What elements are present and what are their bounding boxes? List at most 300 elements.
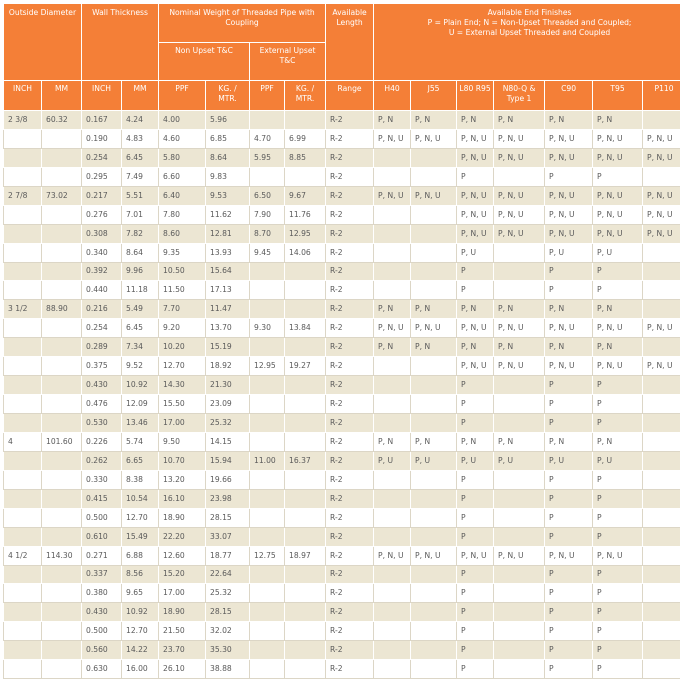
- non-upset-ppf-cell: 4.00: [159, 111, 206, 130]
- table-row: [4, 470, 680, 489]
- finish-l80-r95-cell: P: [457, 167, 494, 186]
- finish-p110-cell: P, N, U: [643, 319, 680, 338]
- finish-j55-cell: [411, 603, 457, 622]
- wall-thickness-mm-cell: 6.45: [122, 148, 159, 167]
- outside-diameter-mm-cell: [42, 357, 82, 376]
- unit-header-cell: KG. / MTR.: [285, 81, 326, 111]
- finish-h40-cell: [374, 489, 411, 508]
- non-upset-kg-cell: 38.88: [206, 660, 250, 679]
- finish-h40-cell: [374, 148, 411, 167]
- wall-thickness-inch-cell: 0.500: [82, 622, 122, 641]
- length-range-cell: R-2: [326, 451, 374, 470]
- length-range-cell: R-2: [326, 281, 374, 300]
- unit-header-cell: PPF: [250, 81, 285, 111]
- external-upset-kg-cell: 8.85: [285, 148, 326, 167]
- finish-p110-cell: [643, 641, 680, 660]
- finish-l80-r95-cell: P, N, U: [457, 205, 494, 224]
- non-upset-ppf-cell: 9.20: [159, 319, 206, 338]
- finish-l80-r95-cell: P, N: [457, 338, 494, 357]
- wall-thickness-mm-cell: 12.70: [122, 622, 159, 641]
- external-upset-kg-cell: 6.99: [285, 129, 326, 148]
- table-row: [4, 281, 680, 300]
- length-range-cell: R-2: [326, 395, 374, 414]
- table-row: [4, 205, 680, 224]
- finish-t95-cell: P: [593, 395, 643, 414]
- finish-t95-cell: P: [593, 489, 643, 508]
- table-row: [4, 167, 680, 186]
- non-upset-kg-cell: 28.15: [206, 508, 250, 527]
- outside-diameter-inch-cell: 4: [4, 432, 42, 451]
- length-range-cell: R-2: [326, 565, 374, 584]
- external-upset-kg-cell: [285, 395, 326, 414]
- external-upset-ppf-cell: [250, 622, 285, 641]
- finish-h40-cell: [374, 376, 411, 395]
- non-upset-ppf-cell: 7.80: [159, 205, 206, 224]
- outside-diameter-mm-cell: [42, 508, 82, 527]
- finish-h40-cell: [374, 565, 411, 584]
- unit-header-cell: C90: [545, 81, 593, 111]
- table-row: [4, 243, 680, 262]
- non-upset-kg-cell: 15.19: [206, 338, 250, 357]
- outside-diameter-mm-cell: [42, 205, 82, 224]
- outside-diameter-inch-cell: [4, 262, 42, 281]
- non-upset-ppf-cell: 17.00: [159, 584, 206, 603]
- finish-l80-r95-cell: P, N: [457, 432, 494, 451]
- outside-diameter-mm-cell: [42, 660, 82, 679]
- external-upset-ppf-cell: [250, 489, 285, 508]
- length-range-cell: R-2: [326, 111, 374, 130]
- end-finishes-legend-p-n: P = Plain End; N = Non-Upset Threaded and Coupled;: [376, 18, 680, 28]
- unit-header-cell: Range: [326, 81, 374, 111]
- unit-header-cell: L80 R95: [457, 81, 494, 111]
- length-range-cell: R-2: [326, 338, 374, 357]
- finish-h40-cell: P, N, U: [374, 186, 411, 205]
- external-upset-ppf-cell: [250, 414, 285, 433]
- finish-p110-cell: [643, 281, 680, 300]
- outside-diameter-inch-cell: 2 3/8: [4, 111, 42, 130]
- wall-thickness-inch-cell: 0.630: [82, 660, 122, 679]
- non-upset-kg-cell: 33.07: [206, 527, 250, 546]
- finish-h40-cell: [374, 470, 411, 489]
- outside-diameter-mm-cell: [42, 281, 82, 300]
- finish-n80-cell: [494, 508, 545, 527]
- finish-c90-cell: P, N, U: [545, 129, 593, 148]
- table-row: [4, 565, 680, 584]
- wall-thickness-mm-cell: 7.34: [122, 338, 159, 357]
- outside-diameter-header: Outside Diameter: [4, 4, 82, 81]
- finish-j55-cell: [411, 376, 457, 395]
- length-range-cell: R-2: [326, 376, 374, 395]
- finish-n80-cell: [494, 281, 545, 300]
- outside-diameter-inch-cell: [4, 129, 42, 148]
- outside-diameter-inch-cell: [4, 508, 42, 527]
- finish-n80-cell: P, N: [494, 111, 545, 130]
- external-upset-kg-cell: [285, 470, 326, 489]
- external-upset-kg-cell: [285, 489, 326, 508]
- non-upset-kg-cell: 19.66: [206, 470, 250, 489]
- external-upset-ppf-cell: [250, 508, 285, 527]
- wall-thickness-inch-cell: 0.380: [82, 584, 122, 603]
- wall-thickness-header: Wall Thickness: [82, 4, 159, 81]
- outside-diameter-mm-cell: [42, 414, 82, 433]
- outside-diameter-inch-cell: [4, 489, 42, 508]
- non-upset-ppf-cell: 12.60: [159, 546, 206, 565]
- table-row: [4, 432, 680, 451]
- finish-n80-cell: [494, 603, 545, 622]
- finish-p110-cell: [643, 432, 680, 451]
- finish-j55-cell: [411, 262, 457, 281]
- external-upset-ppf-cell: 12.75: [250, 546, 285, 565]
- outside-diameter-inch-cell: [4, 148, 42, 167]
- non-upset-ppf-cell: 9.50: [159, 432, 206, 451]
- finish-c90-cell: P: [545, 489, 593, 508]
- table-body: [4, 111, 680, 679]
- non-upset-ppf-cell: 6.40: [159, 186, 206, 205]
- finish-n80-cell: [494, 395, 545, 414]
- unit-header-cell: MM: [42, 81, 82, 111]
- finish-c90-cell: P, N, U: [545, 224, 593, 243]
- finish-n80-cell: [494, 262, 545, 281]
- finish-c90-cell: P: [545, 641, 593, 660]
- table-header: [4, 4, 680, 111]
- finish-c90-cell: P, N, U: [545, 205, 593, 224]
- finish-j55-cell: [411, 470, 457, 489]
- finish-l80-r95-cell: P: [457, 508, 494, 527]
- finish-t95-cell: P, N, U: [593, 357, 643, 376]
- non-upset-kg-cell: 21.30: [206, 376, 250, 395]
- wall-thickness-inch-cell: 0.337: [82, 565, 122, 584]
- finish-c90-cell: P, U: [545, 451, 593, 470]
- length-range-cell: R-2: [326, 641, 374, 660]
- finish-n80-cell: P, N, U: [494, 546, 545, 565]
- wall-thickness-inch-cell: 0.476: [82, 395, 122, 414]
- length-range-cell: R-2: [326, 129, 374, 148]
- unit-header-cell: H40: [374, 81, 411, 111]
- external-upset-ppf-cell: 7.90: [250, 205, 285, 224]
- length-range-cell: R-2: [326, 622, 374, 641]
- external-upset-kg-cell: [285, 584, 326, 603]
- wall-thickness-inch-cell: 0.375: [82, 357, 122, 376]
- external-upset-ppf-cell: [250, 432, 285, 451]
- finish-n80-cell: [494, 584, 545, 603]
- outside-diameter-inch-cell: [4, 527, 42, 546]
- finish-t95-cell: P, U: [593, 243, 643, 262]
- non-upset-kg-cell: 18.92: [206, 357, 250, 376]
- finish-t95-cell: P, N, U: [593, 319, 643, 338]
- non-upset-ppf-cell: 11.50: [159, 281, 206, 300]
- outside-diameter-inch-cell: [4, 584, 42, 603]
- external-upset-kg-cell: [285, 565, 326, 584]
- finish-h40-cell: [374, 622, 411, 641]
- outside-diameter-mm-cell: [42, 489, 82, 508]
- non-upset-kg-cell: 25.32: [206, 414, 250, 433]
- non-upset-header: Non Upset T&C: [159, 43, 250, 81]
- finish-c90-cell: P, U: [545, 243, 593, 262]
- wall-thickness-mm-cell: 4.83: [122, 129, 159, 148]
- finish-j55-cell: P, N, U: [411, 319, 457, 338]
- finish-p110-cell: [643, 603, 680, 622]
- outside-diameter-mm-cell: [42, 243, 82, 262]
- length-range-cell: R-2: [326, 527, 374, 546]
- finish-t95-cell: P: [593, 470, 643, 489]
- unit-header-cell: T95: [593, 81, 643, 111]
- outside-diameter-mm-cell: [42, 584, 82, 603]
- outside-diameter-inch-cell: [4, 338, 42, 357]
- finish-h40-cell: [374, 660, 411, 679]
- length-range-cell: R-2: [326, 319, 374, 338]
- finish-t95-cell: P, N: [593, 338, 643, 357]
- finish-t95-cell: P, N, U: [593, 148, 643, 167]
- finish-j55-cell: [411, 508, 457, 527]
- unit-header-cell: J55: [411, 81, 457, 111]
- finish-l80-r95-cell: P, U: [457, 243, 494, 262]
- length-range-cell: R-2: [326, 489, 374, 508]
- external-upset-ppf-cell: 11.00: [250, 451, 285, 470]
- finish-j55-cell: P, U: [411, 451, 457, 470]
- finish-p110-cell: [643, 395, 680, 414]
- external-upset-kg-cell: 14.06: [285, 243, 326, 262]
- wall-thickness-mm-cell: 4.24: [122, 111, 159, 130]
- unit-header-cell: P110: [643, 81, 680, 111]
- outside-diameter-inch-cell: [4, 395, 42, 414]
- external-upset-kg-cell: [285, 167, 326, 186]
- finish-t95-cell: P: [593, 641, 643, 660]
- length-range-cell: R-2: [326, 432, 374, 451]
- length-range-cell: R-2: [326, 300, 374, 319]
- finish-p110-cell: [643, 243, 680, 262]
- outside-diameter-mm-cell: 88.90: [42, 300, 82, 319]
- finish-h40-cell: P, N: [374, 300, 411, 319]
- finish-p110-cell: P, N, U: [643, 129, 680, 148]
- non-upset-ppf-cell: 13.20: [159, 470, 206, 489]
- non-upset-ppf-cell: 23.70: [159, 641, 206, 660]
- wall-thickness-inch-cell: 0.262: [82, 451, 122, 470]
- wall-thickness-mm-cell: 5.51: [122, 186, 159, 205]
- outside-diameter-inch-cell: [4, 470, 42, 489]
- outside-diameter-inch-cell: [4, 167, 42, 186]
- finish-c90-cell: P, N, U: [545, 148, 593, 167]
- finish-n80-cell: [494, 660, 545, 679]
- finish-p110-cell: P, N, U: [643, 186, 680, 205]
- non-upset-ppf-cell: 5.80: [159, 148, 206, 167]
- length-range-cell: R-2: [326, 243, 374, 262]
- external-upset-kg-cell: [285, 508, 326, 527]
- finish-c90-cell: P, N, U: [545, 319, 593, 338]
- outside-diameter-inch-cell: [4, 414, 42, 433]
- wall-thickness-inch-cell: 0.271: [82, 546, 122, 565]
- non-upset-ppf-cell: 21.50: [159, 622, 206, 641]
- external-upset-kg-cell: [285, 111, 326, 130]
- outside-diameter-mm-cell: [42, 167, 82, 186]
- finish-h40-cell: [374, 205, 411, 224]
- wall-thickness-inch-cell: 0.190: [82, 129, 122, 148]
- finish-h40-cell: [374, 281, 411, 300]
- external-upset-ppf-cell: 5.95: [250, 148, 285, 167]
- finish-l80-r95-cell: P, N, U: [457, 546, 494, 565]
- external-upset-kg-cell: [285, 641, 326, 660]
- finish-j55-cell: [411, 167, 457, 186]
- finish-c90-cell: P: [545, 262, 593, 281]
- table-row: [4, 584, 680, 603]
- finish-t95-cell: P, N, U: [593, 205, 643, 224]
- length-range-cell: R-2: [326, 262, 374, 281]
- finish-p110-cell: [643, 414, 680, 433]
- finish-l80-r95-cell: P: [457, 395, 494, 414]
- finish-c90-cell: P: [545, 281, 593, 300]
- outside-diameter-mm-cell: [42, 527, 82, 546]
- finish-p110-cell: [643, 584, 680, 603]
- finish-l80-r95-cell: P, N, U: [457, 129, 494, 148]
- wall-thickness-inch-cell: 0.217: [82, 186, 122, 205]
- external-upset-ppf-cell: [250, 262, 285, 281]
- external-upset-kg-cell: 12.95: [285, 224, 326, 243]
- non-upset-ppf-cell: 22.20: [159, 527, 206, 546]
- table-row: [4, 338, 680, 357]
- finish-c90-cell: P: [545, 660, 593, 679]
- table-row: [4, 527, 680, 546]
- external-upset-ppf-cell: [250, 641, 285, 660]
- finish-p110-cell: [643, 167, 680, 186]
- table-row: [4, 319, 680, 338]
- non-upset-ppf-cell: 17.00: [159, 414, 206, 433]
- finish-p110-cell: [643, 338, 680, 357]
- external-upset-ppf-cell: [250, 584, 285, 603]
- finish-c90-cell: P, N, U: [545, 186, 593, 205]
- external-upset-ppf-cell: [250, 111, 285, 130]
- finish-p110-cell: [643, 565, 680, 584]
- wall-thickness-mm-cell: 8.56: [122, 565, 159, 584]
- table-row: [4, 641, 680, 660]
- length-range-cell: R-2: [326, 148, 374, 167]
- wall-thickness-inch-cell: 0.530: [82, 414, 122, 433]
- external-upset-ppf-cell: [250, 376, 285, 395]
- finish-l80-r95-cell: P, N: [457, 300, 494, 319]
- outside-diameter-mm-cell: 73.02: [42, 186, 82, 205]
- outside-diameter-mm-cell: [42, 224, 82, 243]
- finish-h40-cell: [374, 641, 411, 660]
- finish-n80-cell: P, N, U: [494, 319, 545, 338]
- wall-thickness-mm-cell: 16.00: [122, 660, 159, 679]
- external-upset-ppf-cell: [250, 603, 285, 622]
- wall-thickness-inch-cell: 0.226: [82, 432, 122, 451]
- finish-j55-cell: [411, 281, 457, 300]
- finish-h40-cell: P, N, U: [374, 546, 411, 565]
- length-range-cell: R-2: [326, 357, 374, 376]
- finish-n80-cell: P, N, U: [494, 186, 545, 205]
- table-row: [4, 489, 680, 508]
- outside-diameter-mm-cell: [42, 319, 82, 338]
- finish-j55-cell: [411, 414, 457, 433]
- external-upset-kg-cell: [285, 622, 326, 641]
- external-upset-header: External Upset T&C: [250, 43, 326, 81]
- finish-l80-r95-cell: P: [457, 527, 494, 546]
- finish-n80-cell: [494, 414, 545, 433]
- finish-t95-cell: P: [593, 584, 643, 603]
- non-upset-ppf-cell: 12.70: [159, 357, 206, 376]
- finish-c90-cell: P: [545, 508, 593, 527]
- length-range-cell: R-2: [326, 224, 374, 243]
- outside-diameter-mm-cell: 114.30: [42, 546, 82, 565]
- external-upset-kg-cell: 13.84: [285, 319, 326, 338]
- outside-diameter-mm-cell: [42, 395, 82, 414]
- external-upset-ppf-cell: [250, 565, 285, 584]
- finish-n80-cell: P, N: [494, 432, 545, 451]
- finish-h40-cell: [374, 414, 411, 433]
- finish-l80-r95-cell: P: [457, 660, 494, 679]
- finish-j55-cell: [411, 395, 457, 414]
- wall-thickness-mm-cell: 5.74: [122, 432, 159, 451]
- length-range-cell: R-2: [326, 205, 374, 224]
- finish-j55-cell: [411, 565, 457, 584]
- finish-p110-cell: [643, 508, 680, 527]
- finish-j55-cell: P, N, U: [411, 186, 457, 205]
- non-upset-kg-cell: 5.96: [206, 111, 250, 130]
- finish-p110-cell: [643, 546, 680, 565]
- end-finishes-legend-u: U = External Upset Threaded and Coupled: [376, 28, 680, 38]
- wall-thickness-inch-cell: 0.340: [82, 243, 122, 262]
- finish-h40-cell: [374, 243, 411, 262]
- nominal-weight-header: Nominal Weight of Threaded Pipe with Coupling: [159, 4, 326, 43]
- wall-thickness-inch-cell: 0.254: [82, 319, 122, 338]
- finish-c90-cell: P, N: [545, 300, 593, 319]
- non-upset-ppf-cell: 8.60: [159, 224, 206, 243]
- wall-thickness-mm-cell: 7.01: [122, 205, 159, 224]
- finish-t95-cell: P, N, U: [593, 129, 643, 148]
- finish-t95-cell: P: [593, 508, 643, 527]
- length-range-cell: R-2: [326, 603, 374, 622]
- external-upset-kg-cell: [285, 300, 326, 319]
- finish-t95-cell: P: [593, 603, 643, 622]
- finish-h40-cell: P, N, U: [374, 129, 411, 148]
- non-upset-kg-cell: 18.77: [206, 546, 250, 565]
- wall-thickness-mm-cell: 6.65: [122, 451, 159, 470]
- non-upset-kg-cell: 6.85: [206, 129, 250, 148]
- external-upset-kg-cell: [285, 660, 326, 679]
- external-upset-ppf-cell: [250, 167, 285, 186]
- wall-thickness-inch-cell: 0.276: [82, 205, 122, 224]
- finish-c90-cell: P: [545, 603, 593, 622]
- length-range-cell: R-2: [326, 660, 374, 679]
- non-upset-ppf-cell: 9.35: [159, 243, 206, 262]
- finish-t95-cell: P: [593, 262, 643, 281]
- finish-t95-cell: P, N, U: [593, 186, 643, 205]
- outside-diameter-inch-cell: [4, 603, 42, 622]
- outside-diameter-mm-cell: [42, 641, 82, 660]
- wall-thickness-inch-cell: 0.560: [82, 641, 122, 660]
- non-upset-kg-cell: 13.70: [206, 319, 250, 338]
- finish-n80-cell: [494, 470, 545, 489]
- finish-p110-cell: [643, 300, 680, 319]
- finish-l80-r95-cell: P: [457, 489, 494, 508]
- non-upset-ppf-cell: 15.50: [159, 395, 206, 414]
- finish-j55-cell: [411, 148, 457, 167]
- table-row: [4, 508, 680, 527]
- non-upset-kg-cell: 11.47: [206, 300, 250, 319]
- finish-l80-r95-cell: P, U: [457, 451, 494, 470]
- finish-j55-cell: [411, 641, 457, 660]
- wall-thickness-inch-cell: 0.254: [82, 148, 122, 167]
- wall-thickness-mm-cell: 8.38: [122, 470, 159, 489]
- finish-t95-cell: P: [593, 622, 643, 641]
- table-row: [4, 395, 680, 414]
- finish-c90-cell: P, N: [545, 111, 593, 130]
- table-row: [4, 111, 680, 130]
- finish-n80-cell: [494, 489, 545, 508]
- wall-thickness-mm-cell: 12.70: [122, 508, 159, 527]
- external-upset-ppf-cell: [250, 395, 285, 414]
- pipe-spec-table: [3, 3, 680, 679]
- finish-h40-cell: [374, 603, 411, 622]
